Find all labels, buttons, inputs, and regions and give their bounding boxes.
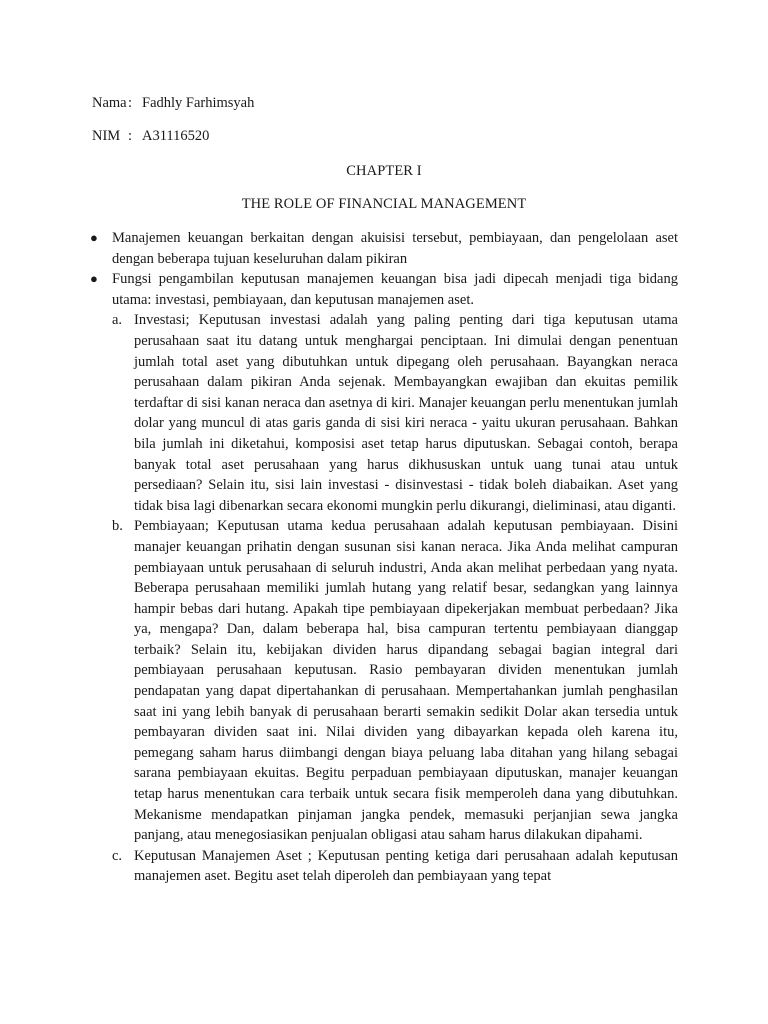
sub-item-marker: b. [112, 518, 123, 535]
name-value: Fadhly Farhimsyah [142, 95, 255, 111]
sub-item-investasi [112, 310, 678, 516]
bullet-item [90, 269, 678, 887]
nim-value: A31116520 [142, 128, 210, 144]
sub-item-marker: c. [112, 847, 123, 864]
bullet-icon: ● [90, 271, 98, 287]
nim-row [92, 127, 209, 145]
sub-item-pembiayaan [112, 516, 678, 846]
name-row [92, 94, 254, 112]
bullet-text: Manajemen keuangan berkaitan dengan akuisisi tersebut, pembiayaan, dan pengelolaan aset dengan beberapa tujuan keseluruhan dalam pikiran [112, 230, 678, 267]
sub-item-text: Keputusan Manajemen Aset ; Keputusan penting ketiga dari perusahaan adalah keputusan manajemen aset. Begitu aset telah diperoleh dan pembiayaan yang tepat [134, 847, 678, 885]
sub-item-manajemen-aset [112, 846, 678, 887]
bullet-item [90, 228, 678, 269]
sub-item-marker: a. [112, 312, 123, 329]
bullet-text: Fungsi pengambilan keputusan manajemen keuangan bisa jadi dipecah menjadi tiga bidang utama: investasi, pembiayaan, dan keputusan manajemen aset. [112, 271, 678, 308]
nim-label: NIM [92, 128, 121, 144]
bullet-icon: ● [90, 230, 98, 245]
chapter-heading: CHAPTER I [346, 163, 422, 179]
document-title: THE ROLE OF FINANCIAL MANAGEMENT [241, 196, 527, 212]
sub-item-text: Pembiayaan; Keputusan utama kedua perusahaan adalah keputusan pembiayaan. Disini manajer keuangan prihatin dengan susunan sisi kanan neraca. Jika Anda melihat campuran pembiayaan untuk perusahaan di seluruh industri, Anda akan melihat perbedaan yang nyata. Beberapa perusahaan memiliki jumlah hutang yang relatif besar, sedangkan yang lainnya hampir bebas dari hutang. Apakah tipe pembiayaan dipekerjakan membuat perbedaan? Jika ya, mengapa? Dan, dalam beberapa hal, bisa campuran tertentu pembiayaan dianggap terbaik? Selain itu, kebijakan dividen harus dipandang sebagai bagian integral dari pembiayaan perusahaan keputusan. Rasio pembayaran dividen menentukan jumlah pendapatan yang dapat dipertahankan di perusahaan. Mempertahankan jumlah penghasilan saat ini yang lebih banyak di perusahaan berarti semakin sedikit Dolar akan tersedia untuk pembayaran dividen saat ini. Nilai dividen yang dibayarkan kepada oleh karena itu, pemegang saham harus diimbangi dengan biaya peluang laba ditahan yang hilang sebagai sarana pembiayaan ekuitas. Begitu perpaduan pembiayaan diputuskan, manajer keuangan tetap harus menentukan cara terbaik untuk secara fisik memperoleh dana yang dibutuhkan. Mekanisme mendapatkan pinjaman jangka pendek, memasuki perjanjian sewa jangka panjang, atau menegosiasikan penjualan obligasi atau saham harus dilakukan dipahami. [134, 518, 678, 844]
sub-item-text: Investasi; Keputusan investasi adalah yang paling penting dari tiga keputusan utama perusahaan saat itu datang untuk menghargai penciptaan. Ini dimulai dengan penentuan jumlah total aset yang dibutuhkan untuk dipegang oleh perusahaan. Bayangkan neraca perusahaan dalam pikiran Anda sejenak. Membayangkan ewajiban dan ekuitas pemilik terdaftar di sisi kanan neraca dan asetnya di kiri. Manajer keuangan perlu menentukan jumlah dolar yang muncul di atas garis ganda di sisi kiri neraca - yaitu ukuran perusahaan. Bahkan bila jumlah ini diketahui, komposisi aset tetap harus diputuskan. Sebagai contoh, berapa banyak total aset perusahaan yang harus dikhususkan untuk uang tunai atau untuk persediaan? Selain itu, sisi lain investasi - disinvestasi - tidak boleh diabaikan. Aset yang tidak bisa lagi dibenarkan secara ekonomi mungkin perlu dikurangi, dieliminasi, atau diganti. [134, 312, 678, 514]
name-separator: : [128, 95, 133, 111]
bullet-list [90, 228, 678, 887]
sub-list [112, 310, 678, 887]
name-label: Nama [92, 95, 127, 111]
nim-separator: : [128, 128, 133, 144]
